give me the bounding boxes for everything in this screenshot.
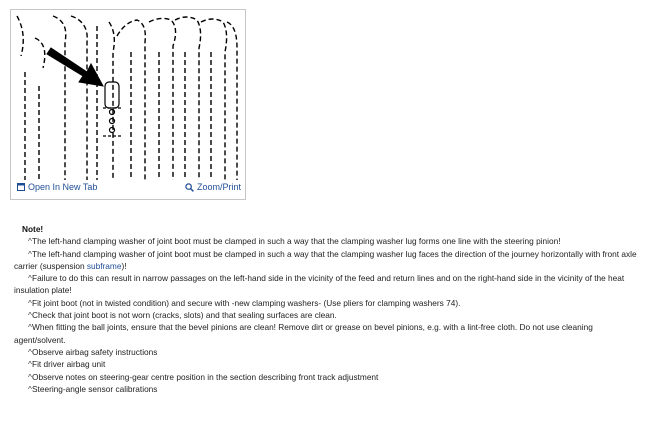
note-item [14,358,640,370]
note-item-text: Failure to do this can result in narrow passages on the left-hand side in the vicinity of the feed and return lines and on the right-hand side in the vicinity of the heat insulation plate! [14,273,625,296]
bullet-caret-icon: ^ [28,346,32,357]
note-item-text: The left-hand clamping washer of joint boot must be clamped in such a way that the clamping washer lug forms one line with the steering pinion! [32,236,561,247]
bullet-caret-icon: ^ [28,297,32,308]
note-item-text: Observe airbag safety instructions [32,346,158,357]
bullet-caret-icon: ^ [28,359,32,370]
note-item-text: Fit joint boot (not in twisted condition) and secure with -new clamping washers- (Use pliers for clamping washers 74). [32,297,461,308]
note-item [14,248,640,273]
zoom-print-label: Zoom/Print [196,182,241,192]
subframe-link[interactable]: subframe [86,260,122,271]
bullet-caret-icon: ^ [28,371,32,382]
note-item [14,297,640,309]
bullet-caret-icon: ^ [28,310,32,321]
magnifier-icon [185,183,194,192]
note-item-text: The left-hand clamping washer of joint boot must be clamped in such a way that the clamping washer lug faces the direction of the journey horizontally with front axle carrier (suspension [14,248,637,271]
note-item-text: Check that joint boot is not worn (cracks, slots) and that sealing surfaces are clean. [32,310,337,321]
note-item-text: When fitting the ball joints, ensure that the bevel pinions are clean! Remove dirt or grease on bevel pinions, e.g. with a lint-free cloth. Do not use cleaning agent/solvent. [14,322,593,345]
bullet-caret-icon: ^ [28,236,32,247]
new-tab-icon [17,183,25,191]
note-item-text-tail: )! [121,260,127,271]
bullet-caret-icon: ^ [28,248,32,259]
note-item [14,371,640,383]
bullet-caret-icon: ^ [28,273,32,284]
note-item-text: Observe notes on steering-gear centre position in the section describing front track adjustment [32,371,379,382]
note-title: Note! [22,224,44,234]
note-item [14,309,640,321]
figure-frame [10,9,246,200]
bullet-caret-icon: ^ [28,383,32,394]
note-section [14,223,640,395]
note-item [14,235,640,247]
bullet-caret-icon: ^ [28,322,32,333]
note-item [14,272,640,297]
note-item [14,321,640,346]
note-item [14,346,640,358]
note-item-text: Steering-angle sensor calibrations [32,383,158,394]
figure-toolbar [17,182,241,196]
zoom-print-link[interactable] [185,182,241,192]
note-item-text: Fit driver airbag unit [32,359,106,370]
joint-boot-illustration [13,12,243,182]
open-in-new-tab-link[interactable] [17,182,97,192]
note-item [14,383,640,395]
open-in-new-tab-label: Open In New Tab [28,182,98,192]
note-list [14,235,640,395]
